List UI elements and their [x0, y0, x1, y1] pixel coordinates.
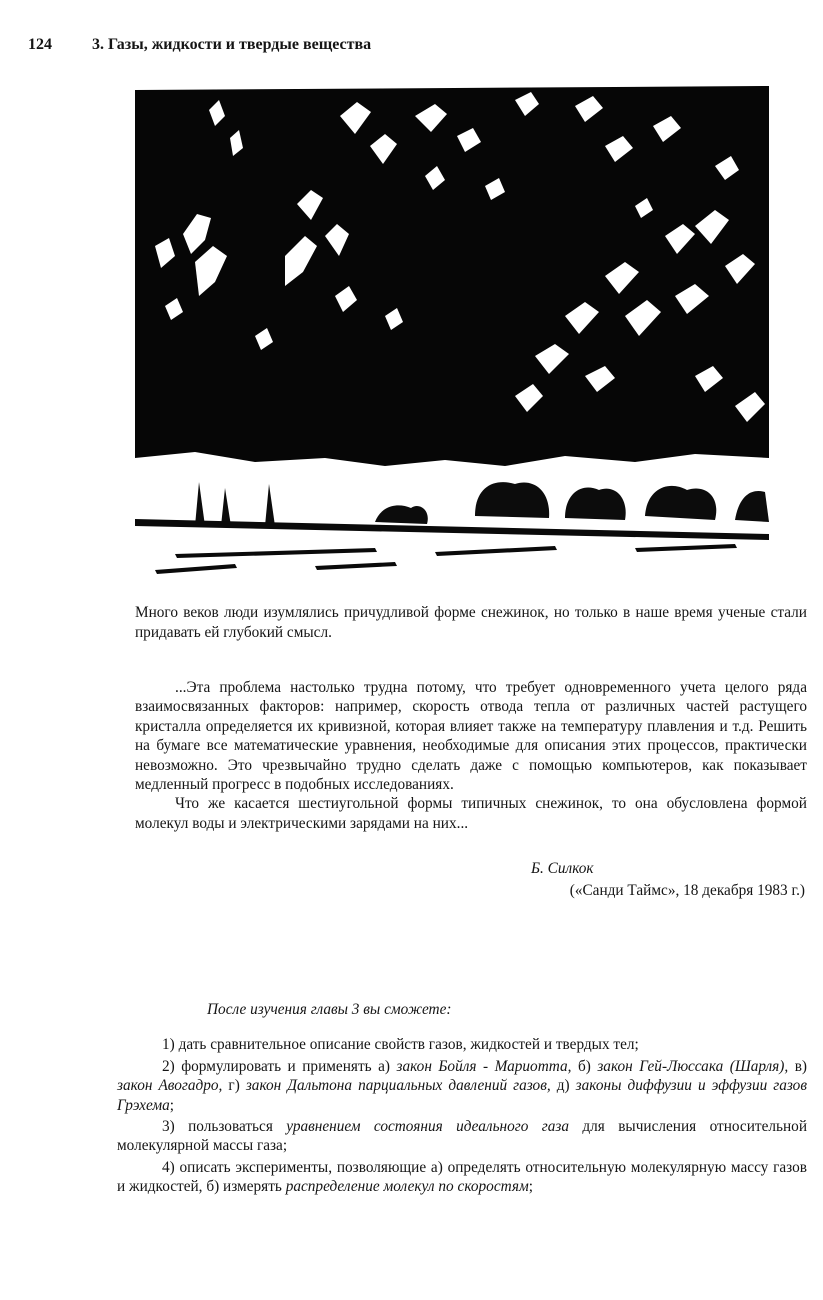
quote-paragraph-1: ...Эта проблема настолько трудна потому, что требует одновременного учета целого ряда взаимосвязанных факторов: например, скорость отвода тепла от различных частей растущего кристалла определяется их кривизной, которая влияет также на температуру плавления и т.д. Решить на бумаге все математические уравнения, необходимые для описания этих процессов, практически невозможно. Это чрезвычайно трудно сделать даже с помощью компьютеров, как показывает медленный прогресс в подобных исследованиях. — [135, 679, 807, 794]
objective-2-text-4: г) — [222, 1077, 246, 1095]
snow-landscape-photo — [135, 86, 769, 576]
law-graham: законы диффузии и эффузии газов Грэхема — [117, 1077, 807, 1114]
quote-author: Б. Силкок — [531, 860, 594, 877]
objective-2-text-6: ; — [169, 1096, 175, 1114]
objective-2-text-3: в) — [788, 1057, 808, 1075]
page-number: 124 — [28, 36, 52, 53]
objective-4-text-1: 4) описать эксперименты, позволяющие а) определять относительную молекулярную массу газов и жидкостей, б) измерять — [117, 1158, 807, 1196]
page-header — [28, 36, 808, 58]
objective-2-text-2: б) — [571, 1057, 598, 1075]
chapter-objectives — [117, 1000, 807, 1197]
quote-signature — [135, 858, 807, 902]
objective-3-text-2: для вычисления относительной молекулярной массы газа; — [117, 1118, 808, 1155]
quote-block — [135, 678, 807, 833]
objective-item-3 — [117, 1117, 807, 1156]
quote-source: («Санди Таймс», 18 декабря 1983 г.) — [569, 882, 805, 899]
law-avogadro: закон Авогадро, — [117, 1077, 223, 1095]
objectives-heading: После изучения главы 3 вы сможете: — [207, 1001, 452, 1018]
running-title: 3. Газы, жидкости и твердые вещества — [92, 36, 372, 53]
quote-paragraph-2: Что же касается шестиугольной формы типичных снежинок, то она обусловлена формой молекул воды и электрическими зарядами на них... — [135, 795, 807, 832]
objective-item-1: 1) дать сравнительное описание свойств газов, жидкостей и твердых тел; — [162, 1036, 639, 1054]
law-boyle-mariotte: закон Бойля - Мариотта, — [396, 1057, 572, 1075]
objective-2-text-5: д) — [550, 1077, 576, 1095]
law-dalton: закон Дальтона парциальных давлений газов, — [245, 1077, 551, 1095]
law-gay-lussac: закон Гей-Люссака (Шарля), — [597, 1057, 789, 1075]
objective-2-text-1: 2) формулировать и применять а) — [162, 1057, 397, 1075]
ideal-gas-equation-term: уравнением состояния идеального газа — [286, 1118, 569, 1136]
velocity-distribution-term: распределение молекул по скоростям — [285, 1178, 529, 1196]
objective-4-text-2: ; — [528, 1178, 533, 1196]
objective-3-text-1: 3) пользоваться — [162, 1118, 287, 1136]
objective-item-4 — [117, 1158, 807, 1197]
objective-item-2 — [117, 1057, 807, 1115]
photo-caption: Много веков люди изумлялись причудливой форме снежинок, но только в наше время ученые стали придавать ей глубокий смысл. — [135, 604, 807, 641]
